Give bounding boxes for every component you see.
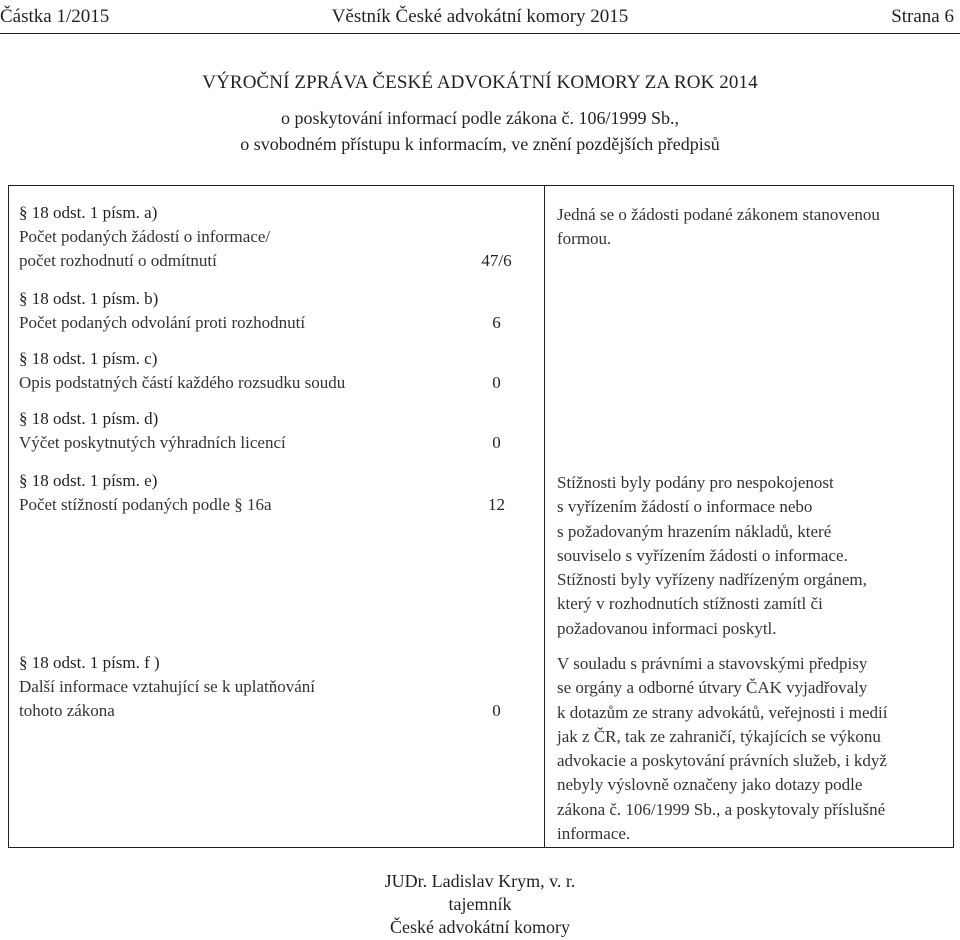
item-c [19,347,501,395]
note-e-line: s vyřízením žádostí o informace nebo [557,497,813,517]
item-f [19,651,501,723]
item-a-section: § 18 odst. 1 písm. a) [19,203,158,222]
item-c-value: 0 [492,373,501,392]
note-f [557,652,949,846]
signatory-org: České advokátní komory [390,917,570,937]
report-title-sub1: o poskytování informací podle zákona č. 106/1999 Sb., [281,108,679,128]
column-divider [544,186,545,847]
note-f-line: jak z ČR, tak ze zahraničí, týkajících se výkonu [557,726,881,746]
page-header [0,2,960,32]
issue-number: Částka 1/2015 [0,6,110,27]
signature-block [0,870,960,939]
note-e-line: Stížnosti byly podány pro nespokojenost [557,473,834,492]
note-f-line: V souladu s právními a stavovskými předpisy [557,654,868,673]
statistics-table [8,185,954,848]
header-rule [0,33,960,34]
item-d-desc-1: Výčet poskytnutých výhradních licencí [19,433,286,452]
note-a [557,203,949,252]
signatory-role: tajemník [448,894,512,914]
item-f-desc-2: tohoto zákona [19,701,115,720]
note-f-line: nebyly výslovně označeny jako dotazy podle [557,775,863,795]
report-title-main: VÝROČNÍ ZPRÁVA ČESKÉ ADVOKÁTNÍ KOMORY ZA ROK 2014 [202,72,758,93]
note-e-line: s požadovaným hrazením nákladů, které [557,521,832,541]
item-c-section: § 18 odst. 1 písm. c) [19,349,158,368]
note-f-line: advokacie a poskytování právních služeb, i když [557,751,887,771]
item-a-desc-2: počet rozhodnutí o odmítnutí [19,251,217,270]
item-f-value: 0 [492,701,501,720]
page-number: Strana 6 [891,6,954,27]
note-e-line: Stížnosti byly vyřízeny nadřízeným orgánem, [557,570,867,590]
item-e-value: 12 [488,495,505,514]
note-e-line: souviselo s vyřízením žádosti o informace. [557,545,848,565]
item-b-value: 6 [492,313,501,332]
note-f-line: zákona č. 106/1999 Sb., a poskytovaly příslušné [557,799,886,819]
signatory-name: JUDr. Ladislav Krym, v. r. [384,871,576,891]
item-a-desc-1: Počet podaných žádostí o informace/ [19,227,271,246]
item-f-section: § 18 odst. 1 písm. f ) [19,653,160,672]
item-c-desc-1: Opis podstatných částí každého rozsudku soudu [19,373,346,392]
item-e-section: § 18 odst. 1 písm. e) [19,471,158,490]
item-d [19,407,501,455]
item-e-desc-1: Počet stížností podaných podle § 16a [19,495,272,514]
note-f-line: se orgány a odborné útvary ČAK vyjadřovaly [557,678,868,698]
note-a-line: Jedná se o žádosti podané zákonem stanovenou [557,205,880,224]
item-a [19,201,512,273]
journal-title: Věstník České advokátní komory 2015 [331,6,629,27]
note-e-line: který v rozhodnutích stížnosti zamítl či [557,594,823,614]
item-d-section: § 18 odst. 1 písm. d) [19,409,159,428]
item-b-desc-1: Počet podaných odvolání proti rozhodnutí [19,313,306,332]
item-b-section: § 18 odst. 1 písm. b) [19,289,159,308]
item-a-value: 47/6 [481,251,512,270]
item-b [19,287,501,335]
report-title-sub2: o svobodném přístupu k informacím, ve znění pozdějších předpisů [240,134,720,154]
note-e [557,471,949,641]
item-e [19,469,505,517]
note-f-line: informace. [557,824,631,844]
note-a-line: formou. [557,229,612,249]
item-f-desc-1: Další informace vztahující se k uplatňování [19,677,315,696]
report-title [0,71,960,157]
item-d-value: 0 [492,433,501,452]
note-f-line: k dotazům ze strany advokátů, veřejnosti i medií [557,702,888,722]
note-e-line: požadovanou informaci poskytl. [557,618,777,638]
